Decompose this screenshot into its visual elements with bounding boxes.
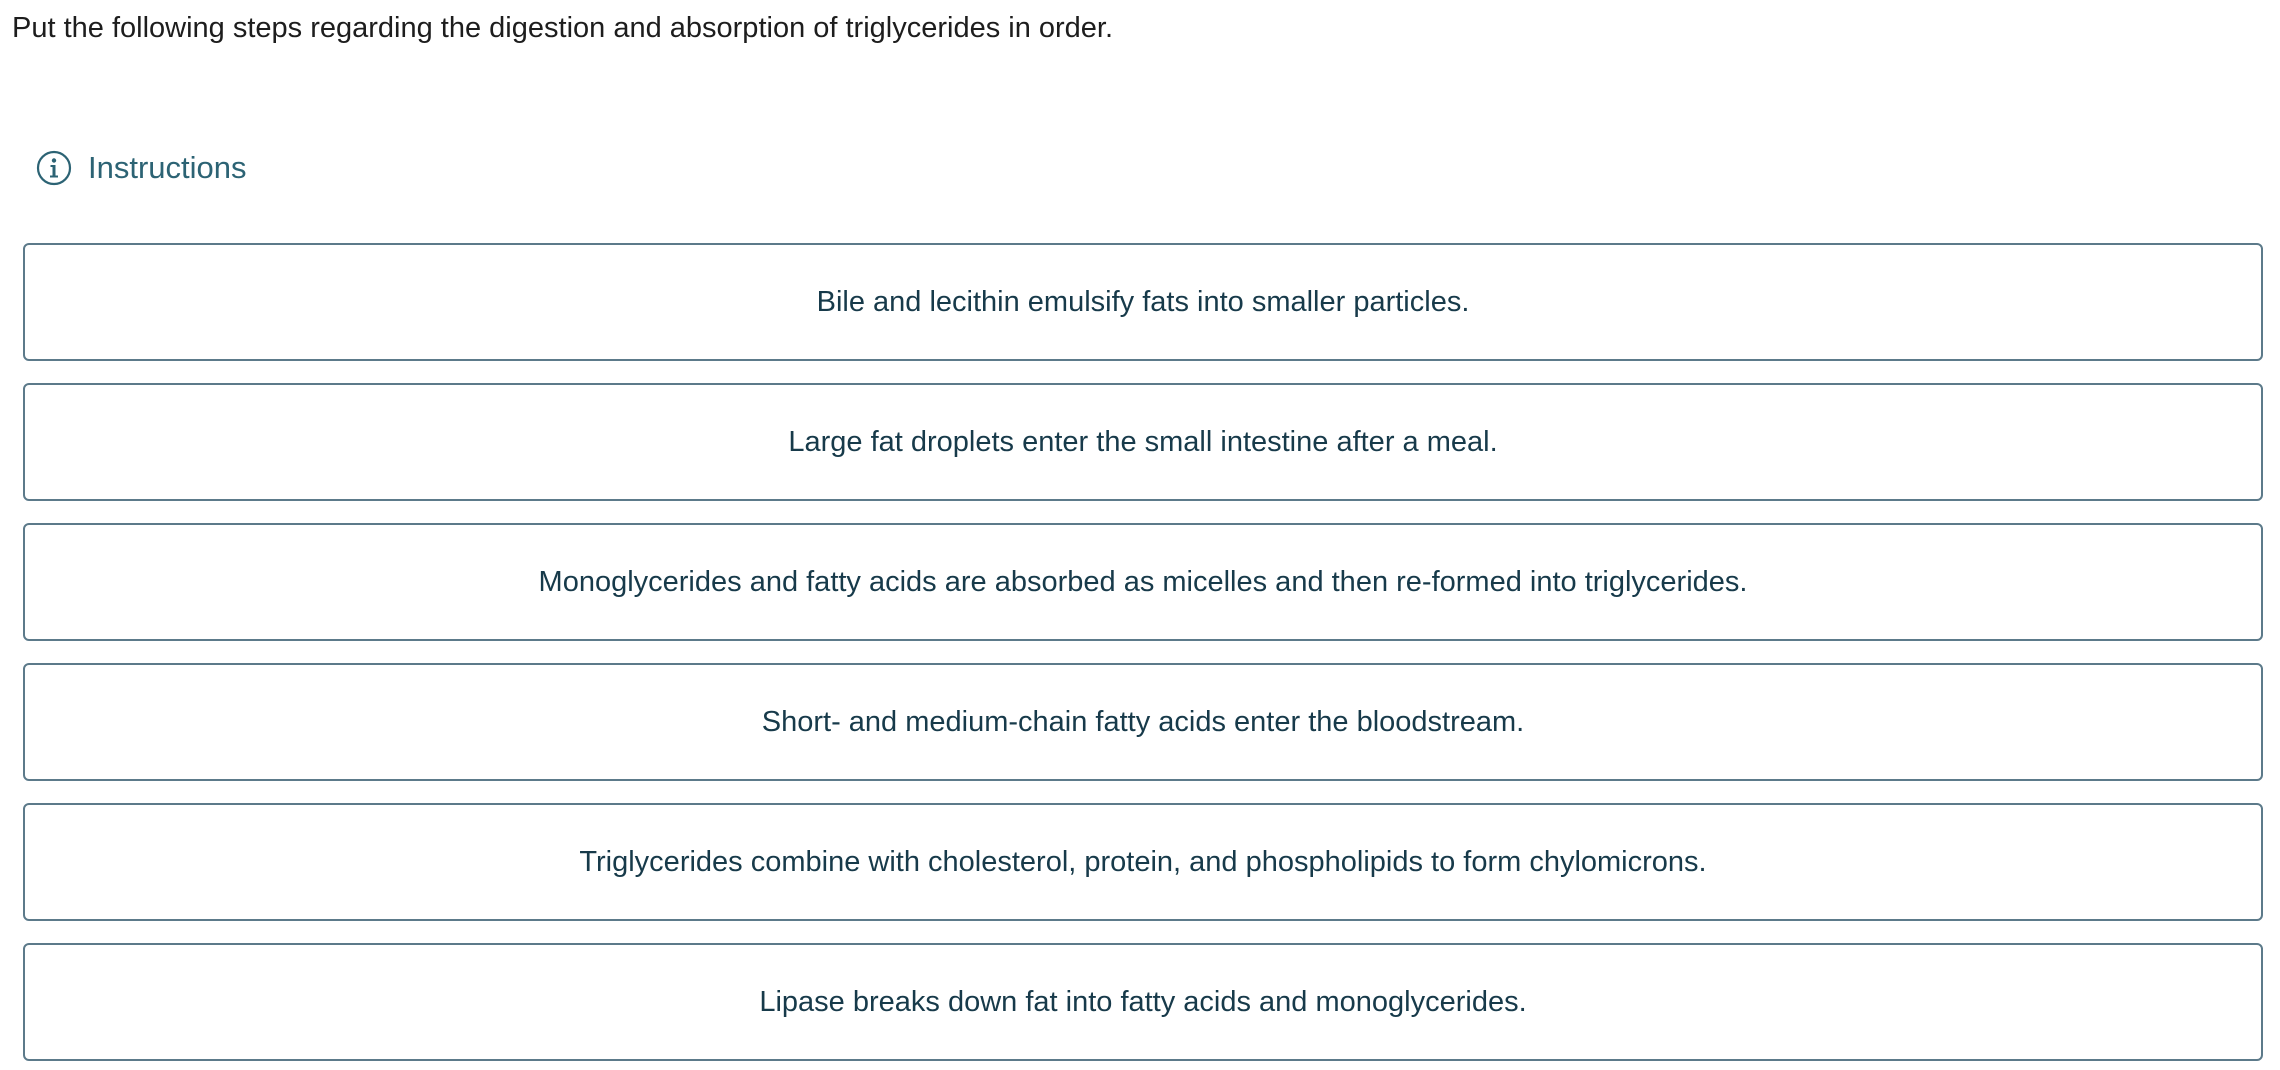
sortable-step-item[interactable] (23, 523, 2263, 641)
step-text: Bile and lecithin emulsify fats into smaller particles. (816, 285, 1470, 318)
question-prompt: Put the following steps regarding the digestion and absorption of triglycerides in order. (12, 12, 1114, 44)
sortable-step-item[interactable] (23, 943, 2263, 1061)
step-text: Monoglycerides and fatty acids are absorbed as micelles and then re-formed into triglycerides. (538, 565, 1748, 598)
sortable-step-list (23, 243, 2263, 1070)
sortable-step-item[interactable] (23, 383, 2263, 501)
step-text: Triglycerides combine with cholesterol, protein, and phospholipids to form chylomicrons. (579, 845, 1707, 878)
instructions-toggle[interactable] (36, 148, 247, 188)
instructions-label: Instructions (88, 150, 247, 185)
step-text: Lipase breaks down fat into fatty acids and monoglycerides. (759, 985, 1527, 1018)
sortable-step-item[interactable] (23, 663, 2263, 781)
step-text: Large fat droplets enter the small intestine after a meal. (788, 425, 1498, 458)
step-text: Short- and medium-chain fatty acids enter the bloodstream. (761, 705, 1525, 738)
sortable-step-item[interactable] (23, 803, 2263, 921)
info-circle-icon (36, 150, 72, 186)
sortable-step-item[interactable] (23, 243, 2263, 361)
